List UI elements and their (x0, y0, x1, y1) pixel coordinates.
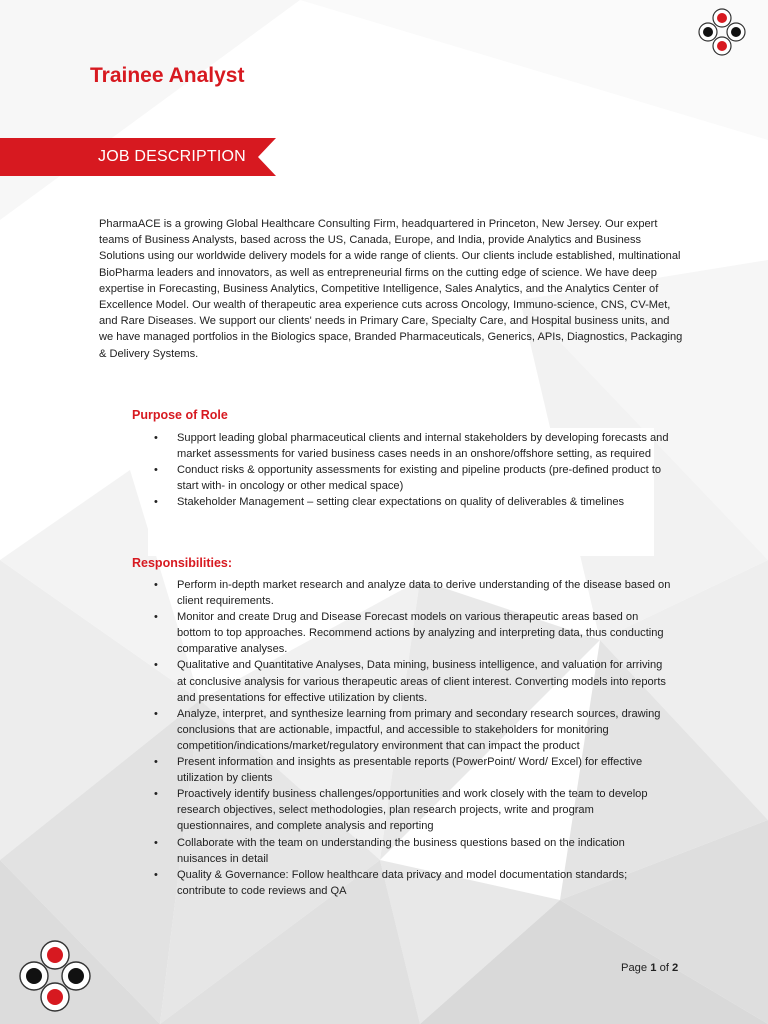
page-prefix: Page (621, 962, 651, 974)
purpose-list (152, 430, 672, 510)
company-intro: PharmaACE is a growing Global Healthcare Consulting Firm, headquartered in Princeton, New Jersey. Our expert teams of Business Analysts, based across the US, Canada, Europe, and India, provide Analytics and Business Solutions using our worldwide delivery models for a wide range of clients. Our clients include established, multinational BioPharma leaders and innovators, as well as entrepreneurial firms on the cutting edge of science. We have deep expertise in Forecasting, Business Analytics, Competitive Intelligence, Sales Analytics, and the Analytics Center of Excellence Model. Our wealth of therapeutic area experience cuts across Oncology, Immuno-science, CNS, CV-Met, and Rare Diseases. We support our clients' needs in Primary Care, Specialty Care, and Hospital business units, and we have managed portfolios in the Biologics space, Branded Pharmaceuticals, Generics, APIs, Diagnostics, Packaging & Delivery Systems. (99, 218, 683, 360)
responsibilities-heading: Responsibilities: (132, 556, 233, 570)
responsibility-item: • Quality & Governance: Follow healthcare data privacy and model documentation standards; contribute to code reviews and QA (152, 867, 672, 899)
purpose-heading: Purpose of Role (132, 408, 228, 422)
section-label: JOB DESCRIPTION (98, 148, 246, 165)
purpose-item: • Conduct risks & opportunity assessments for existing and pipeline products (pre-defined product to start with- in oncology or other medical space) (152, 462, 672, 494)
responsibility-item: • Monitor and create Drug and Disease Forecast models on various therapeutic areas based on bottom to top approaches. Recommend actions by analyzing and interpreting data, thus conducting comparative analyses. (152, 609, 672, 657)
purpose-item: • Support leading global pharmaceutical clients and internal stakeholders by developing forecasts and market assessments for varied business cases needs in an onshore/offshore setting, as required (152, 430, 672, 462)
logo-icon (694, 4, 750, 60)
page-current: 1 (650, 962, 657, 974)
responsibility-item: • Proactively identify business challenges/opportunities and work closely with the team to develop research objectives, select methodologies, plan research projects, write and program questionnaires, and complete analysis and reporting (152, 786, 672, 834)
responsibility-item: • Present information and insights as presentable reports (PowerPoint/ Word/ Excel) for effective utilization by clients (152, 754, 672, 786)
logo-icon (12, 936, 98, 1016)
responsibility-item: • Perform in-depth market research and analyze data to derive understanding of the disease based on client requirements. (152, 577, 672, 609)
page-number (621, 962, 678, 974)
purpose-item: • Stakeholder Management – setting clear expectations on quality of deliverables & timelines (152, 494, 672, 510)
responsibility-item: • Qualitative and Quantitative Analyses, Data mining, business intelligence, and valuation for arriving at conclusive analysis for various therapeutic areas of client interest. Converting models into reports and presentations for effective utilization by clients. (152, 657, 672, 705)
page-total: 2 (672, 962, 679, 974)
responsibility-item: • Collaborate with the team on understanding the business questions based on the indication nuisances in detail (152, 835, 672, 867)
responsibilities-list (152, 577, 672, 899)
page-of: of (656, 962, 673, 974)
responsibility-item: • Analyze, interpret, and synthesize learning from primary and secondary research sources, drawing conclusions that are actionable, impactful, and accessible to stakeholders for monitoring competition/indications/market/regulatory environment that can impact the product (152, 706, 672, 754)
page-title: Trainee Analyst (90, 64, 245, 87)
